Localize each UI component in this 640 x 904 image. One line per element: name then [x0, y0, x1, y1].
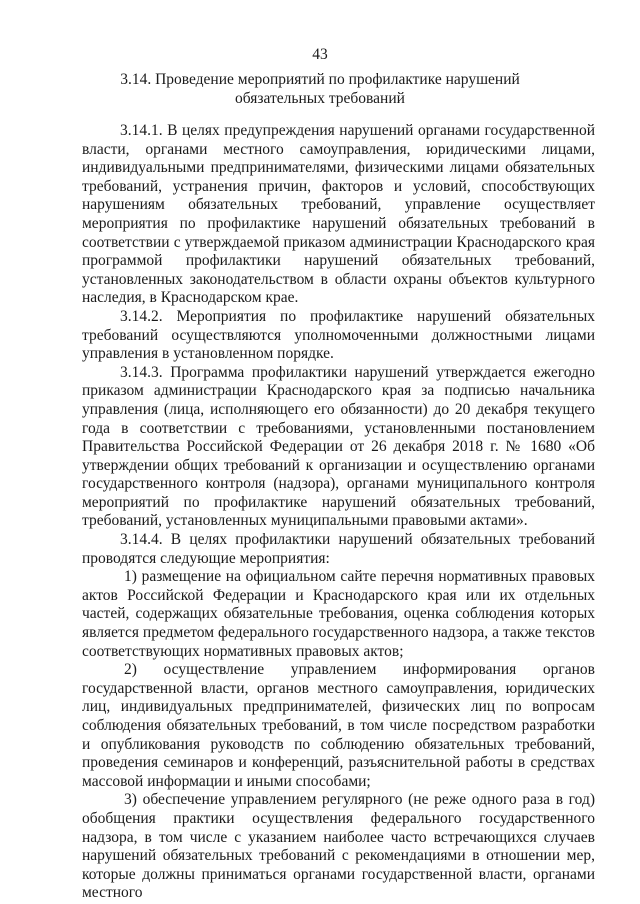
list-item-1: 1) размещение на официальном сайте перечня нормативных правовых актов Российской Федерации и Краснодарского края или их отдельных частей, содержащих обязательные требования, оценка соблюдения которых является предметом федерального государственного надзора, а также текстов соответствующих нормативных правовых актов; — [82, 568, 595, 660]
paragraph-3-14-3: 3.14.3. Программа профилактики нарушений утверждается ежегодно приказом администрации Краснодарского края за подписью начальника управления (лица, исполняющего его обязанности) до 20 декабря текущего года в соответствии с требованиями, установленными постановлением Правительства Российской Федерации от 26 декабря 2018 г. № 1680 «Об утверждении общих требований к организации и осуществлению органами государственного контроля (надзора), органами муниципального контроля мероприятий по профилактике нарушений обязательных требований, требований, установленных муниципальными правовыми актами». — [82, 363, 595, 530]
list-item-2: 2) осуществление управлением информирования органов государственной власти, органов местного самоуправления, юридических лиц, индивидуальных предпринимателей, физических лиц по вопросам соблюдения обязательных требований, в том числе посредством разработки и опубликования руководств по соблюдению обязательных требований, проведения семинаров и конференций, разъяснительной работы в средствах массовой информации и иными способами; — [82, 661, 595, 790]
body-text — [82, 122, 595, 903]
list-item-3: 3) обеспечение управлением регулярного (не реже одного раза в год) обобщения практики осуществления федерального государственного надзора, в том числе с указанием наиболее часто встречающихся случаев нарушений обязательных требований с рекомендациями в отношении мер, которые должны приниматься органами государственной власти, органами местного — [82, 791, 595, 902]
paragraph-3-14-1: 3.14.1. В целях предупреждения нарушений органами государственной власти, органами местного самоуправления, юридическими лицами, индивидуальными предпринимателями, физическими лицами обязательных требований, устранения причин, факторов и условий, способствующих нарушениям обязательных требований, управление осуществляет мероприятия по профилактике нарушений обязательных требований в соответствии с утверждаемой приказом администрации Краснодарского края программой профилактики нарушений обязательных требований, установленных законодательством в области охраны объектов культурного наследия, в Краснодарском крае. — [82, 122, 595, 307]
page-number: 43 — [312, 46, 328, 63]
paragraph-3-14-2: 3.14.2. Мероприятия по профилактике нарушений обязательных требований осуществляются уполномоченными должностными лицами управления в установленном порядке. — [82, 307, 595, 363]
section-heading-line-2: обязательных требований — [235, 90, 405, 107]
section-heading-line-1: 3.14. Проведение мероприятий по профилактике нарушений — [120, 71, 520, 88]
paragraph-3-14-4: 3.14.4. В целях профилактики нарушений обязательных требований проводятся следующие мероприятия: — [82, 531, 595, 567]
section-heading — [100, 70, 540, 108]
